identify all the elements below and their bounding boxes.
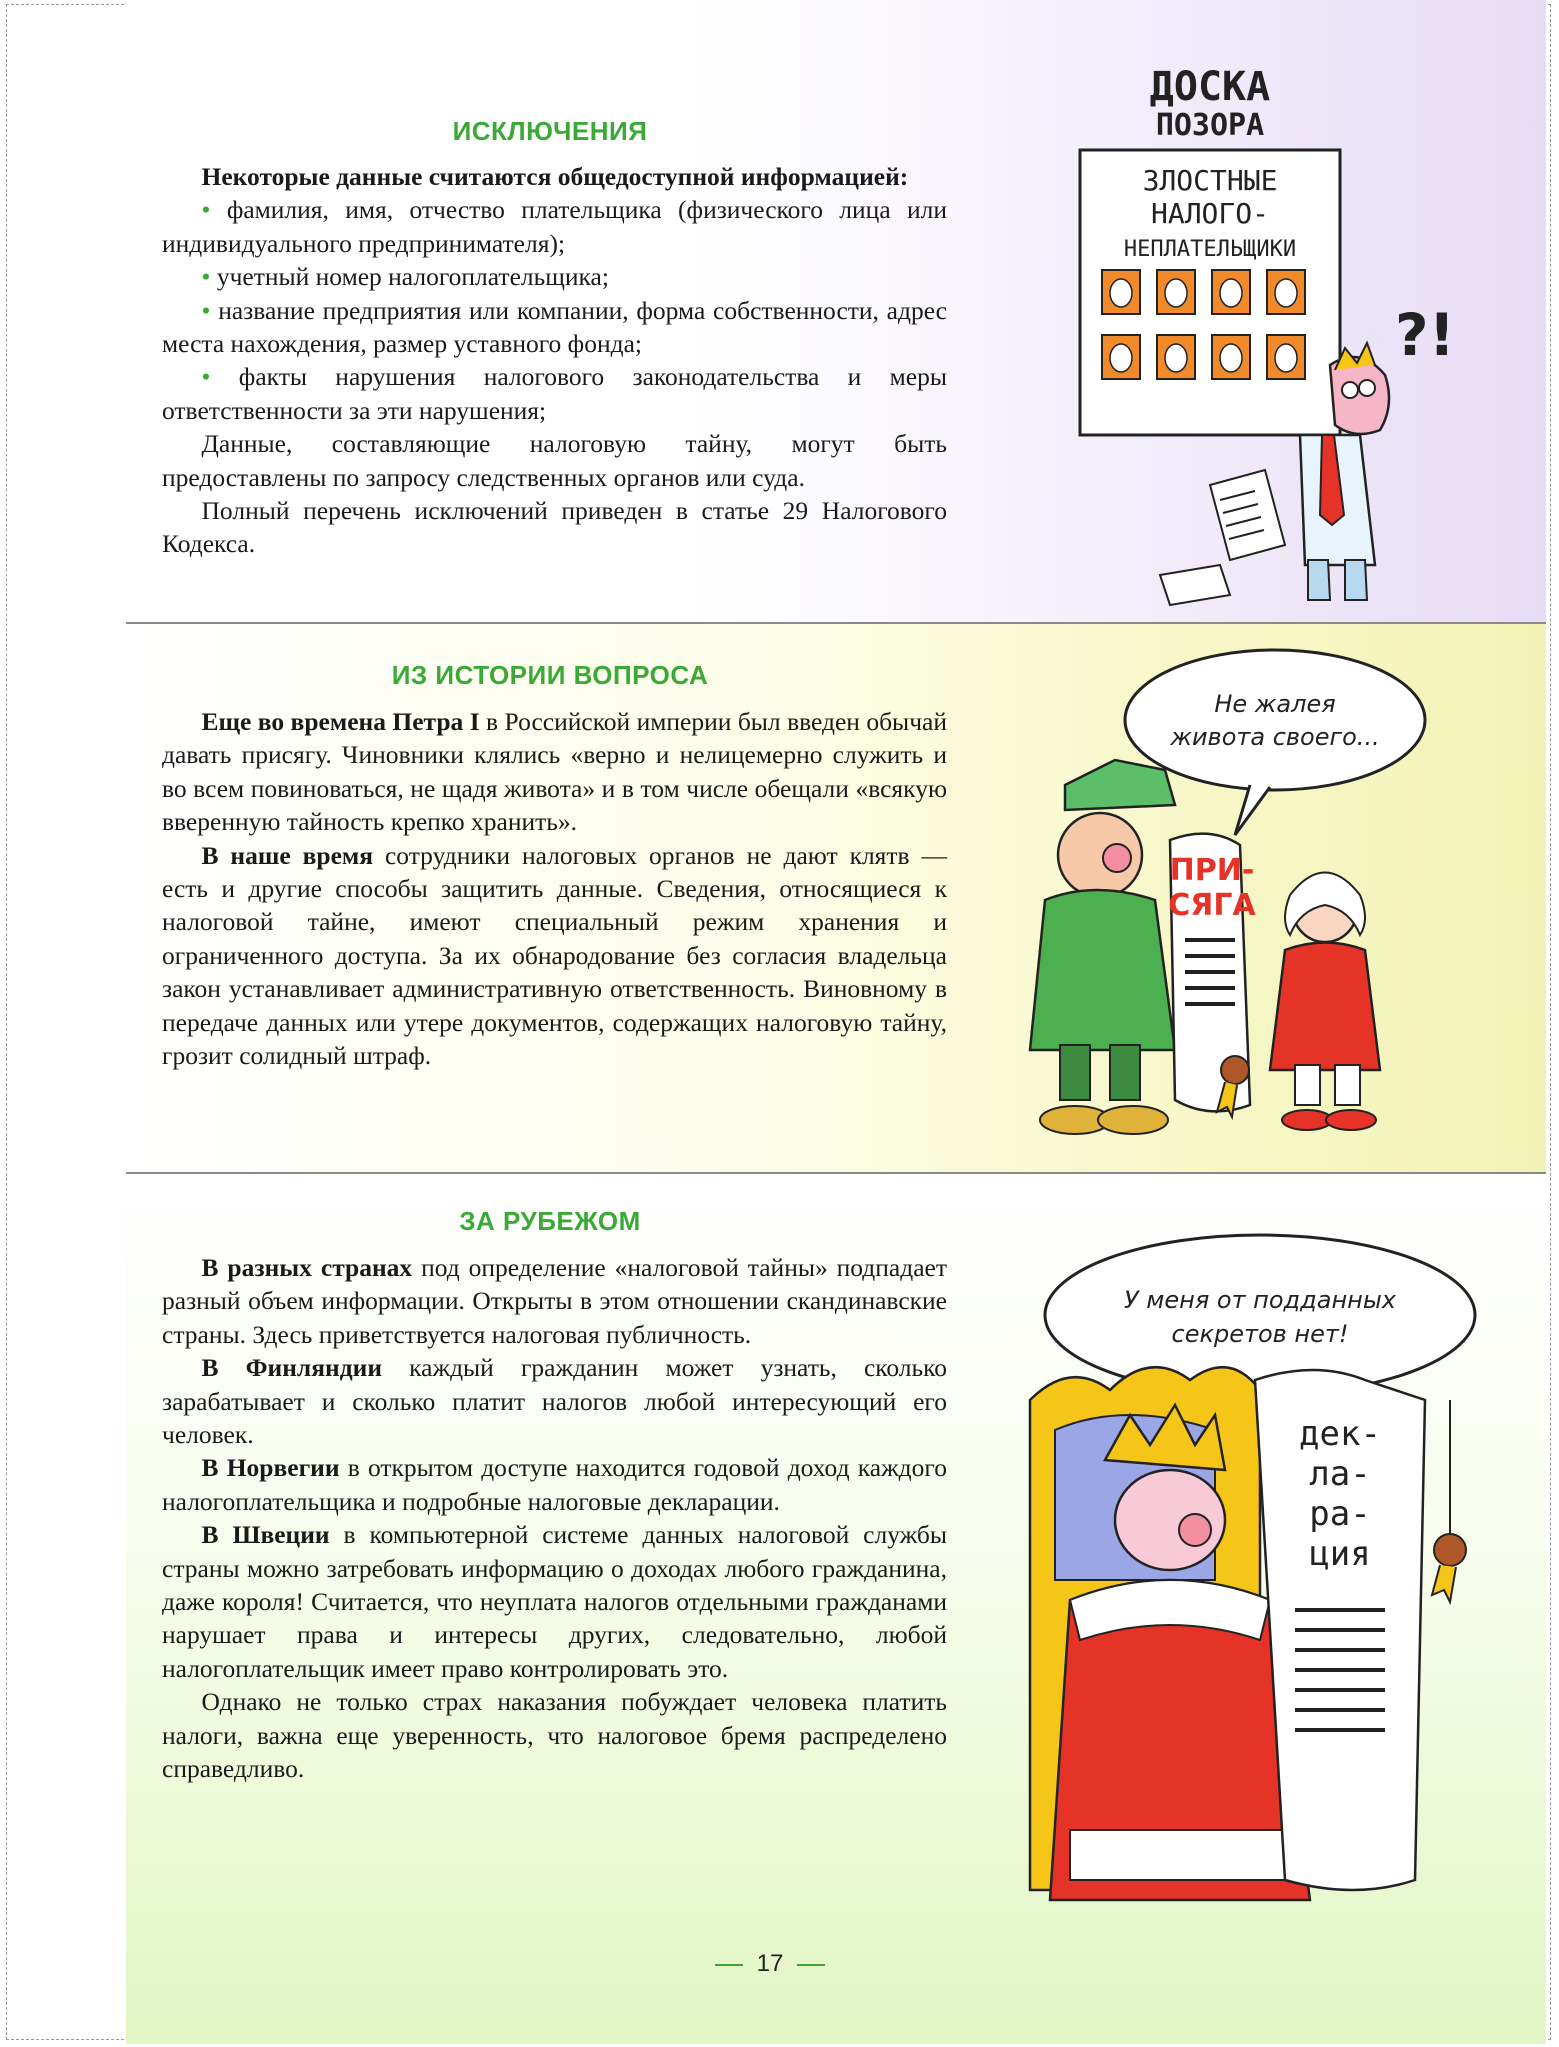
paragraph: В Швеции в компьютерной системе данных налоговой службы страны можно затребовать информацию о доходах любого гражданина, даже короля! Считается, что неуплата налогов отдельными гражданами нарушает права и интересы других, следовательно, любой налогоплательщик имеет право контролировать это. [162,1520,947,1683]
svg-text:?!: ?! [1395,301,1456,369]
list-item: • название предприятия или компании, форма собственности, адрес места нахождения, размер уставного фонда; [162,295,947,359]
svg-text:ПОЗОРА: ПОЗОРА [1155,108,1265,143]
svg-text:НАЛОГО-: НАЛОГО- [1150,197,1270,230]
oath-illustration [985,640,1465,1160]
svg-text:секретов нет!: секретов нет! [1171,1320,1349,1348]
section-history-text [162,705,947,1072]
paragraph: В наше время сотрудники налоговых органов не дают клятв — есть и другие способы защитить данные. Сведения, относящиеся к налоговой тайне, имеют специальный режим хранения и ограниченного доступа. За их обнародование без согласия владельца закон устанавливает административную ответственность. Виновному в передаче данных или утере документов, содержащих налоговую тайну, грозит солидный штраф. [162,840,947,1071]
svg-text:Не жалея: Не жалея [1214,690,1336,718]
list-item: • факты нарушения налогового законодательства и меры ответственности за эти нарушения; [162,362,947,425]
list-item: • фамилия, имя, отчество плательщика (физического лица или индивидуального предпринимателя); [162,195,947,258]
svg-text:ДОСКА: ДОСКА [1149,64,1271,110]
paragraph: В Норвегии в открытом доступе находится годовой доход каждого налогоплательщика и подробные налоговые декларации. [162,1453,947,1516]
section-heading-history: ИЗ ИСТОРИИ ВОПРОСА [391,660,709,690]
intro-paragraph: Некоторые данные считаются общедоступной информацией: [201,162,909,191]
svg-text:СЯГА: СЯГА [1168,888,1256,923]
svg-text:живота своего...: живота своего... [1170,723,1380,751]
page-number: 17 [700,1950,840,1978]
section-divider [126,622,1546,624]
svg-text:ра-: ра- [1309,1494,1371,1534]
paragraph: Еще во времена Петра I в Российской империи был введен обычай давать присягу. Чиновники клялись «верно и нелицемерно служить и во всем повиноваться, не щадя живота» и в том числе обещали «всякую вверенную тайность крепко хранить». [162,707,947,837]
paragraph: В Финляндии каждый гражданин может узнать, сколько зарабатывает и сколько платит налогов любой интересующий его человек. [162,1353,947,1450]
section-heading-exceptions: ИСКЛЮЧЕНИЯ [452,116,648,146]
paragraph: Данные, составляющие налоговую тайну, могут быть предоставлены по запросу следственных органов или суда. [162,429,947,492]
section-abroad-text [162,1251,947,1786]
svg-text:ла-: ла- [1309,1454,1371,1494]
paragraph: Однако не только страх наказания побуждает человека платить налоги, важна еще уверенность, что налоговое бремя распределено справедливо. [162,1687,947,1784]
paragraph: Полный перечень исключений приведен в статье 29 Налогового Кодекса. [162,496,947,559]
svg-text:ция: ция [1309,1534,1371,1574]
svg-text:НЕПЛАТЕЛЬЩИКИ: НЕПЛАТЕЛЬЩИКИ [1123,237,1297,262]
paragraph: В разных странах под определение «налоговой тайны» подпадает разный объем информации. Открыты в этом отношении скандинавские страны. Здесь приветствуется налоговая публичность. [162,1253,948,1349]
svg-text:У меня от подданных: У меня от подданных [1124,1286,1396,1314]
svg-text:дек-: дек- [1299,1414,1381,1454]
section-divider [126,1172,1546,1174]
king-illustration [1010,1230,1510,1930]
svg-text:ПРИ-: ПРИ- [1169,853,1255,888]
section-heading-abroad: ЗА РУБЕЖОМ [459,1206,641,1236]
list-item: • учетный номер налогоплательщика; [201,262,609,292]
svg-text:ЗЛОСТНЫЕ: ЗЛОСТНЫЕ [1142,164,1278,197]
shame-board-illustration [1060,55,1480,615]
section-exceptions-text [162,160,947,561]
